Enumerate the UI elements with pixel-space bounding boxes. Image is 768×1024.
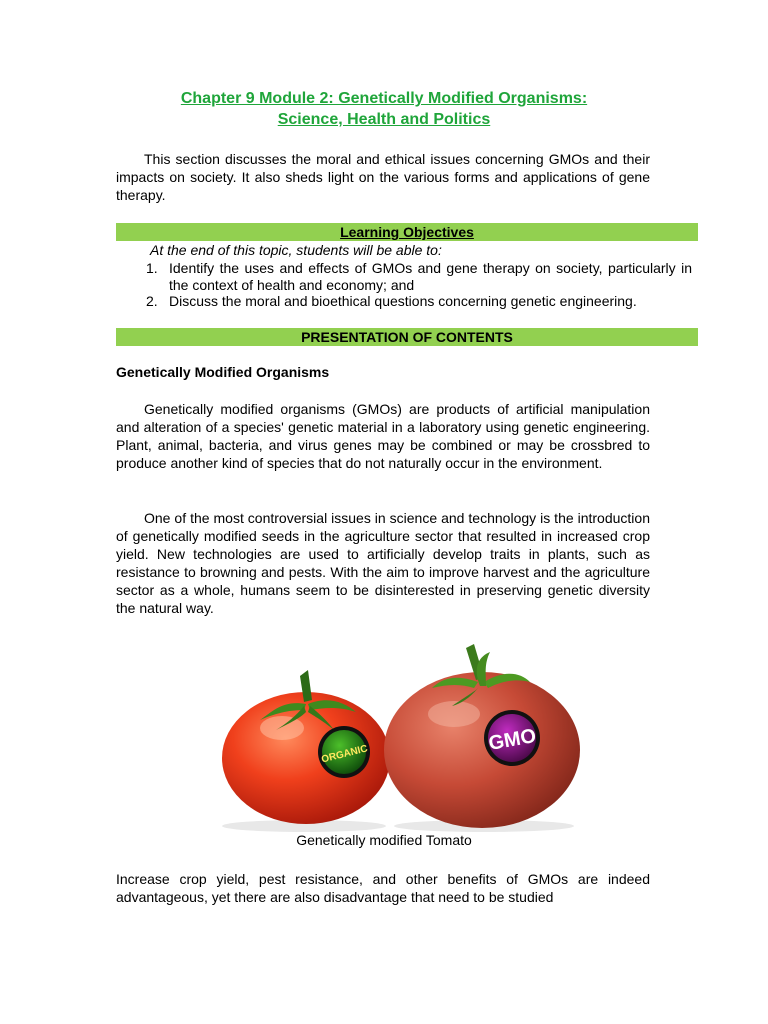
intro-text: This section discusses the moral and ethical issues concerning GMOs and their impacts on society. It also sheds light on the various forms and applications of gene therapy. — [116, 151, 650, 203]
figure-caption: Genetically modified Tomato — [296, 832, 472, 848]
intro-paragraph — [116, 150, 650, 204]
closing-paragraph: Increase crop yield, pest resistance, and other benefits of GMOs are indeed advantageous, yet there are also disadvantage that need to be studied — [116, 871, 650, 905]
body-paragraph-1 — [116, 400, 650, 472]
objective-item — [146, 260, 692, 294]
objective-item — [146, 293, 692, 310]
gmo-sticker — [484, 710, 540, 766]
body-paragraph-2 — [116, 509, 650, 617]
body-paragraph-1-text: Genetically modified organisms (GMOs) are products of artificial manipulation and alteration of a species' genetic material in a laboratory using genetic engineering. Plant, animal, bacteria, and virus genes may be combined or may be crossbred to produce another kind of species that do not naturally occur in the environment. — [116, 401, 650, 471]
presentation-heading: PRESENTATION OF CONTENTS — [116, 328, 698, 346]
gmo-tomato-image — [204, 640, 590, 832]
organic-sticker — [318, 726, 370, 778]
body-paragraph-2-text: One of the most controversial issues in science and technology is the introduction of genetically modified seeds in the agriculture sector that resulted in increased crop yield. New technologies are used to artificially develop traits in plants, such as resistance to browning and pests. With the aim to improve harvest and the agriculture sector as a whole, humans seem to be disinterested in preserving genetic diversity the natural way. — [116, 510, 650, 616]
section-heading: Genetically Modified Organisms — [116, 364, 330, 380]
objective-text: Discuss the moral and bioethical questions concerning genetic engineering. — [169, 293, 637, 309]
learning-objectives-intro: At the end of this topic, students will be able to: — [150, 242, 442, 258]
gmo-label: GMO — [486, 724, 538, 755]
objective-number: 1. — [146, 260, 158, 276]
objective-text: Identify the uses and effects of GMOs and gene therapy on society, particularly in the context of health and economy; and — [169, 260, 692, 293]
page-title-line-1: Chapter 9 Module 2: Genetically Modified Organisms: — [180, 90, 588, 107]
organic-label: ORGANIC — [320, 743, 369, 766]
learning-objectives-heading: Learning Objectives — [116, 223, 698, 241]
page-title-line-2: Science, Health and Politics — [277, 111, 491, 128]
objective-number: 2. — [146, 293, 158, 309]
